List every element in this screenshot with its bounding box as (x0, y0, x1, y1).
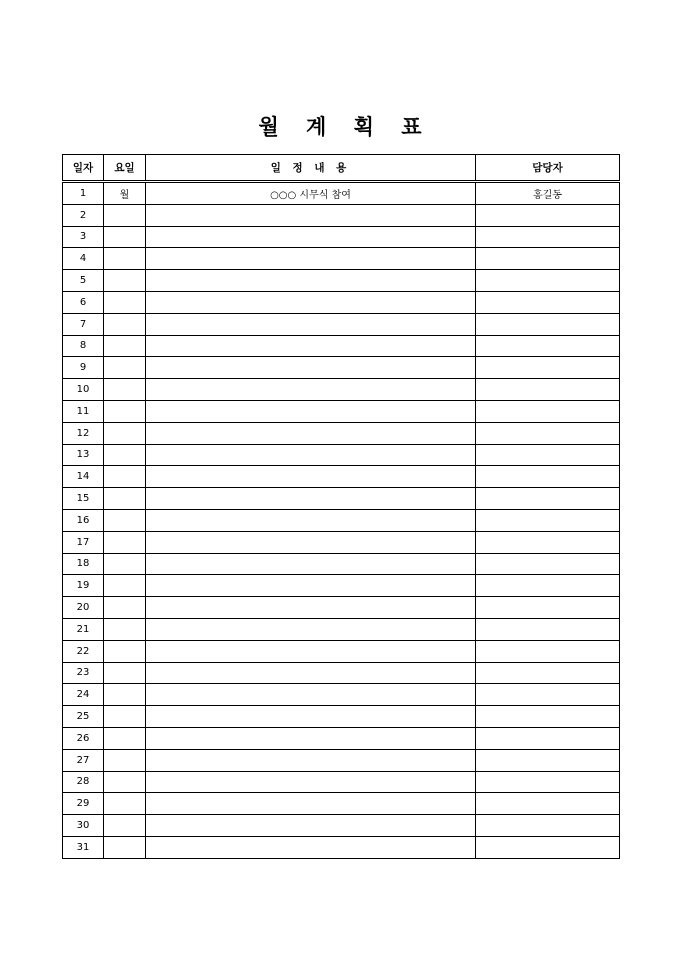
cell-day: 6 (63, 291, 104, 313)
cell-owner[interactable] (476, 400, 620, 422)
table-row (63, 706, 620, 728)
cell-day: 22 (63, 640, 104, 662)
cell-day: 17 (63, 531, 104, 553)
table-row (63, 226, 620, 248)
cell-weekday[interactable] (104, 335, 146, 357)
cell-content[interactable] (146, 400, 476, 422)
cell-owner[interactable] (476, 793, 620, 815)
cell-content[interactable] (146, 204, 476, 226)
cell-content[interactable] (146, 815, 476, 837)
table-row (63, 575, 620, 597)
cell-day: 4 (63, 248, 104, 270)
header-day: 일자 (63, 155, 104, 182)
cell-content[interactable] (146, 640, 476, 662)
cell-content[interactable] (146, 509, 476, 531)
cell-owner[interactable] (476, 422, 620, 444)
cell-day: 27 (63, 749, 104, 771)
cell-weekday[interactable] (104, 662, 146, 684)
table-row (63, 379, 620, 401)
cell-weekday[interactable] (104, 815, 146, 837)
table-row (63, 509, 620, 531)
table-row (63, 836, 620, 858)
cell-day: 12 (63, 422, 104, 444)
cell-weekday[interactable] (104, 488, 146, 510)
table-row (63, 357, 620, 379)
cell-day: 7 (63, 313, 104, 335)
cell-content[interactable] (146, 771, 476, 793)
cell-day: 25 (63, 706, 104, 728)
cell-weekday[interactable] (104, 509, 146, 531)
cell-content[interactable] (146, 444, 476, 466)
table-row (63, 531, 620, 553)
cell-content[interactable] (146, 793, 476, 815)
cell-weekday[interactable] (104, 357, 146, 379)
cell-owner[interactable] (476, 291, 620, 313)
cell-owner[interactable] (476, 640, 620, 662)
cell-content[interactable] (146, 749, 476, 771)
cell-weekday[interactable] (104, 575, 146, 597)
cell-owner[interactable] (476, 379, 620, 401)
cell-content[interactable] (146, 335, 476, 357)
cell-content[interactable] (146, 270, 476, 292)
cell-owner[interactable] (476, 313, 620, 335)
cell-owner[interactable] (476, 618, 620, 640)
cell-day: 24 (63, 684, 104, 706)
monthly-plan-table (62, 154, 620, 859)
cell-owner[interactable]: 홍길동 (476, 182, 620, 205)
cell-content[interactable] (146, 422, 476, 444)
cell-content[interactable] (146, 662, 476, 684)
table-row (63, 335, 620, 357)
cell-weekday[interactable] (104, 597, 146, 619)
cell-weekday[interactable] (104, 640, 146, 662)
cell-day: 29 (63, 793, 104, 815)
cell-content[interactable] (146, 531, 476, 553)
cell-owner[interactable] (476, 488, 620, 510)
cell-day: 16 (63, 509, 104, 531)
table-row (63, 182, 620, 205)
table-row (63, 815, 620, 837)
table-row (63, 270, 620, 292)
cell-owner[interactable] (476, 509, 620, 531)
cell-weekday[interactable] (104, 553, 146, 575)
cell-content[interactable] (146, 379, 476, 401)
cell-day: 8 (63, 335, 104, 357)
table-row (63, 793, 620, 815)
cell-content[interactable] (146, 684, 476, 706)
cell-weekday[interactable] (104, 204, 146, 226)
cell-weekday[interactable] (104, 270, 146, 292)
cell-day: 20 (63, 597, 104, 619)
cell-content[interactable] (146, 706, 476, 728)
cell-day: 11 (63, 400, 104, 422)
cell-content[interactable] (146, 575, 476, 597)
cell-owner[interactable] (476, 357, 620, 379)
cell-day: 14 (63, 466, 104, 488)
cell-owner[interactable] (476, 597, 620, 619)
cell-content[interactable] (146, 226, 476, 248)
table-header-row (63, 155, 620, 182)
cell-content[interactable] (146, 357, 476, 379)
table-row (63, 662, 620, 684)
cell-content[interactable] (146, 553, 476, 575)
cell-owner[interactable] (476, 575, 620, 597)
cell-weekday[interactable] (104, 248, 146, 270)
cell-content[interactable] (146, 291, 476, 313)
cell-owner[interactable] (476, 553, 620, 575)
cell-day: 13 (63, 444, 104, 466)
table-row (63, 466, 620, 488)
cell-owner[interactable] (476, 662, 620, 684)
cell-owner[interactable] (476, 531, 620, 553)
cell-weekday[interactable] (104, 727, 146, 749)
cell-weekday[interactable] (104, 291, 146, 313)
cell-weekday[interactable] (104, 226, 146, 248)
cell-owner[interactable] (476, 771, 620, 793)
table-row (63, 313, 620, 335)
cell-day: 15 (63, 488, 104, 510)
cell-owner[interactable] (476, 749, 620, 771)
table-row (63, 248, 620, 270)
cell-day: 19 (63, 575, 104, 597)
cell-day: 18 (63, 553, 104, 575)
cell-content[interactable] (146, 466, 476, 488)
cell-owner[interactable] (476, 226, 620, 248)
cell-day: 1 (63, 182, 104, 205)
cell-content[interactable] (146, 597, 476, 619)
cell-content[interactable] (146, 488, 476, 510)
cell-owner[interactable] (476, 684, 620, 706)
table-row (63, 444, 620, 466)
cell-weekday[interactable] (104, 793, 146, 815)
cell-owner[interactable] (476, 248, 620, 270)
cell-weekday[interactable] (104, 771, 146, 793)
cell-day: 23 (63, 662, 104, 684)
header-owner: 담당자 (476, 155, 620, 182)
table-row (63, 727, 620, 749)
cell-content[interactable] (146, 727, 476, 749)
cell-day: 28 (63, 771, 104, 793)
table-row (63, 618, 620, 640)
cell-owner[interactable] (476, 335, 620, 357)
cell-weekday[interactable] (104, 379, 146, 401)
cell-owner[interactable] (476, 204, 620, 226)
cell-content[interactable] (146, 313, 476, 335)
cell-owner[interactable] (476, 466, 620, 488)
table-row (63, 291, 620, 313)
cell-day: 9 (63, 357, 104, 379)
table-row (63, 400, 620, 422)
cell-day: 21 (63, 618, 104, 640)
cell-content[interactable]: ○○○ 시무식 참여 (146, 182, 476, 205)
table-row (63, 553, 620, 575)
table-body (63, 182, 620, 859)
cell-owner[interactable] (476, 444, 620, 466)
cell-day: 2 (63, 204, 104, 226)
cell-weekday[interactable] (104, 422, 146, 444)
cell-weekday[interactable] (104, 749, 146, 771)
cell-day: 31 (63, 836, 104, 858)
cell-weekday[interactable] (104, 618, 146, 640)
table-row (63, 204, 620, 226)
table-row (63, 597, 620, 619)
table-row (63, 488, 620, 510)
cell-content[interactable] (146, 248, 476, 270)
cell-weekday[interactable] (104, 706, 146, 728)
cell-owner[interactable] (476, 706, 620, 728)
cell-day: 30 (63, 815, 104, 837)
cell-content[interactable] (146, 618, 476, 640)
cell-content[interactable] (146, 836, 476, 858)
cell-day: 3 (63, 226, 104, 248)
cell-weekday[interactable] (104, 466, 146, 488)
cell-weekday[interactable] (104, 684, 146, 706)
table-row (63, 684, 620, 706)
page-title: 월 계 획 표 (258, 115, 432, 139)
cell-owner[interactable] (476, 727, 620, 749)
cell-weekday[interactable] (104, 444, 146, 466)
cell-weekday[interactable]: 월 (104, 182, 146, 205)
cell-weekday[interactable] (104, 836, 146, 858)
table-row (63, 749, 620, 771)
cell-owner[interactable] (476, 815, 620, 837)
cell-weekday[interactable] (104, 400, 146, 422)
table-row (63, 771, 620, 793)
table-row (63, 640, 620, 662)
header-content: 일 정 내 용 (146, 155, 476, 182)
header-weekday: 요일 (104, 155, 146, 182)
cell-day: 26 (63, 727, 104, 749)
cell-day: 10 (63, 379, 104, 401)
table-row (63, 422, 620, 444)
cell-weekday[interactable] (104, 531, 146, 553)
cell-day: 5 (63, 270, 104, 292)
cell-weekday[interactable] (104, 313, 146, 335)
cell-owner[interactable] (476, 836, 620, 858)
cell-owner[interactable] (476, 270, 620, 292)
